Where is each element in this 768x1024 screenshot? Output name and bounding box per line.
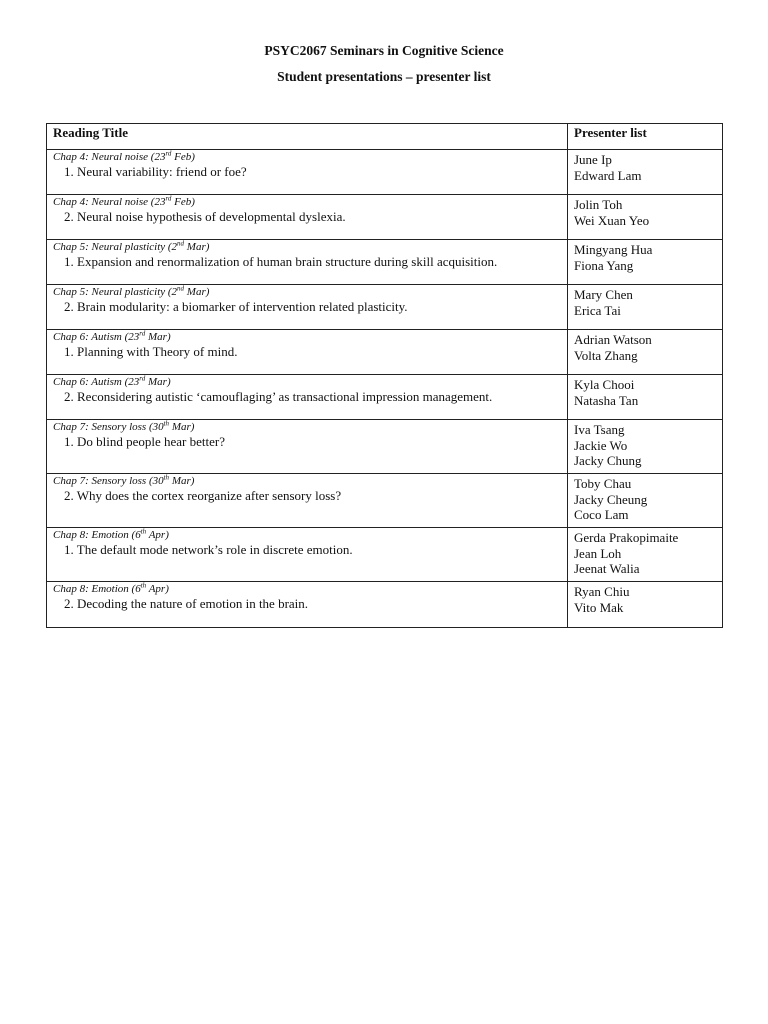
presenter-name: Jacky Chung <box>574 453 642 468</box>
reading-title-cell <box>47 285 568 330</box>
presenter-name: Mingyang Hua <box>574 242 653 257</box>
chapter-label-text: Chap 6: Autism (23 <box>53 331 140 343</box>
table-row <box>47 420 723 474</box>
chapter-date-month: Mar) <box>184 241 210 253</box>
presenter-cell <box>568 375 723 420</box>
reading-title: 1. Do blind people hear better? <box>64 434 225 449</box>
chapter-date-ordinal: th <box>140 581 147 590</box>
table-header-row <box>47 124 723 150</box>
table-row <box>47 474 723 528</box>
document-subtitle: Student presentations – presenter list <box>277 69 491 84</box>
chapter-label-text: Chap 7: Sensory loss (30 <box>53 421 164 433</box>
column-header-presenter-list: Presenter list <box>568 124 723 150</box>
presenter-name: Mary Chen <box>574 287 633 302</box>
reading-title: 1. Neural variability: friend or foe? <box>64 164 247 179</box>
chapter-label <box>53 151 561 164</box>
chapter-date-ordinal: th <box>163 473 170 482</box>
presenter-name: Jean Loh <box>574 545 622 561</box>
presenter-name: Volta Zhang <box>574 347 638 363</box>
reading-title-cell <box>47 150 568 195</box>
chapter-date-month: Feb) <box>171 196 195 208</box>
chapter-label <box>53 475 561 488</box>
chapter-label-text: Chap 5: Neural plasticity (2 <box>53 241 178 253</box>
chapter-date-ordinal: rd <box>139 374 146 383</box>
presenter-name: Jeenat Walia <box>574 561 640 576</box>
chapter-label-text: Chap 6: Autism (23 <box>53 376 140 388</box>
table-row <box>47 330 723 375</box>
presenter-name: Jacky Cheung <box>574 491 648 507</box>
chapter-date-month: Apr) <box>146 529 169 541</box>
chapter-date-ordinal: rd <box>165 194 172 203</box>
reading-title-cell <box>47 528 568 582</box>
presenter-cell <box>568 330 723 375</box>
table-row <box>47 285 723 330</box>
presenter-cell <box>568 582 723 628</box>
chapter-label-text: Chap 8: Emotion (6 <box>53 583 141 595</box>
table-row <box>47 375 723 420</box>
presenter-cell <box>568 528 723 582</box>
presenter-name: Iva Tsang <box>574 422 625 437</box>
presenter-name: Wei Xuan Yeo <box>574 212 650 228</box>
chapter-date-ordinal: rd <box>165 149 172 158</box>
table-row <box>47 240 723 285</box>
chapter-date-month: Mar) <box>169 421 195 433</box>
presenter-table <box>46 123 723 628</box>
reading-title-cell <box>47 195 568 240</box>
presenter-cell <box>568 195 723 240</box>
reading-title-cell <box>47 582 568 628</box>
presenter-name: Adrian Watson <box>574 332 652 347</box>
chapter-label-text: Chap 5: Neural plasticity (2 <box>53 286 178 298</box>
chapter-date-month: Mar) <box>145 331 171 343</box>
chapter-date-month: Apr) <box>146 583 169 595</box>
chapter-label-text: Chap 7: Sensory loss (30 <box>53 475 164 487</box>
reading-title: 2. Why does the cortex reorganize after sensory loss? <box>64 488 342 503</box>
presenter-cell <box>568 285 723 330</box>
chapter-label-text: Chap 4: Neural noise (23 <box>53 151 166 163</box>
reading-title-cell <box>47 240 568 285</box>
presenter-name: Ryan Chiu <box>574 584 630 599</box>
chapter-date-ordinal: th <box>140 527 147 536</box>
chapter-label <box>53 421 561 434</box>
presenter-name: June Ip <box>574 152 612 167</box>
chapter-label-text: Chap 8: Emotion (6 <box>53 529 141 541</box>
chapter-label <box>53 376 561 389</box>
presenter-name: Vito Mak <box>574 599 624 615</box>
chapter-label <box>53 286 561 299</box>
reading-title: 2. Decoding the nature of emotion in the brain. <box>64 596 309 611</box>
chapter-label <box>53 241 561 254</box>
presenter-name: Erica Tai <box>574 302 621 318</box>
chapter-label-text: Chap 4: Neural noise (23 <box>53 196 166 208</box>
chapter-label <box>53 583 561 596</box>
chapter-date-ordinal: nd <box>177 239 185 248</box>
chapter-label <box>53 331 561 344</box>
reading-title: 2. Brain modularity: a biomarker of intervention related plasticity. <box>64 299 408 314</box>
presenter-cell <box>568 474 723 528</box>
chapter-label <box>53 529 561 542</box>
reading-title: 1. Expansion and renormalization of human brain structure during skill acquisition. <box>64 254 498 269</box>
presenter-name: Edward Lam <box>574 167 642 183</box>
presenter-cell <box>568 150 723 195</box>
table-row <box>47 195 723 240</box>
presenter-name: Gerda Prakopimaite <box>574 530 679 545</box>
reading-title: 2. Reconsidering autistic ‘camouflaging’ as transactional impression management. <box>64 389 493 404</box>
reading-title-cell <box>47 330 568 375</box>
presenter-name: Jackie Wo <box>574 437 628 453</box>
presenter-name: Jolin Toh <box>574 197 623 212</box>
chapter-date-month: Mar) <box>145 376 171 388</box>
chapter-date-ordinal: nd <box>177 284 185 293</box>
reading-title: 1. The default mode network’s role in discrete emotion. <box>64 542 353 557</box>
chapter-date-month: Mar) <box>169 475 195 487</box>
presenter-name: Fiona Yang <box>574 257 634 273</box>
table-row <box>47 528 723 582</box>
reading-title: 1. Planning with Theory of mind. <box>64 344 238 359</box>
chapter-date-month: Feb) <box>171 151 195 163</box>
reading-title-cell <box>47 420 568 474</box>
chapter-date-month: Mar) <box>184 286 210 298</box>
table-row <box>47 150 723 195</box>
reading-title-cell <box>47 474 568 528</box>
column-header-reading-title: Reading Title <box>47 124 568 150</box>
reading-title: 2. Neural noise hypothesis of developmental dyslexia. <box>64 209 346 224</box>
chapter-label <box>53 196 561 209</box>
table-row <box>47 582 723 628</box>
chapter-date-ordinal: rd <box>139 329 146 338</box>
document-title: PSYC2067 Seminars in Cognitive Science <box>264 43 504 58</box>
reading-title-cell <box>47 375 568 420</box>
presenter-name: Toby Chau <box>574 476 632 491</box>
presenter-name: Coco Lam <box>574 507 629 522</box>
presenter-cell <box>568 240 723 285</box>
presenter-cell <box>568 420 723 474</box>
chapter-date-ordinal: th <box>163 419 170 428</box>
presenter-name: Natasha Tan <box>574 392 639 408</box>
presenter-name: Kyla Chooi <box>574 377 635 392</box>
